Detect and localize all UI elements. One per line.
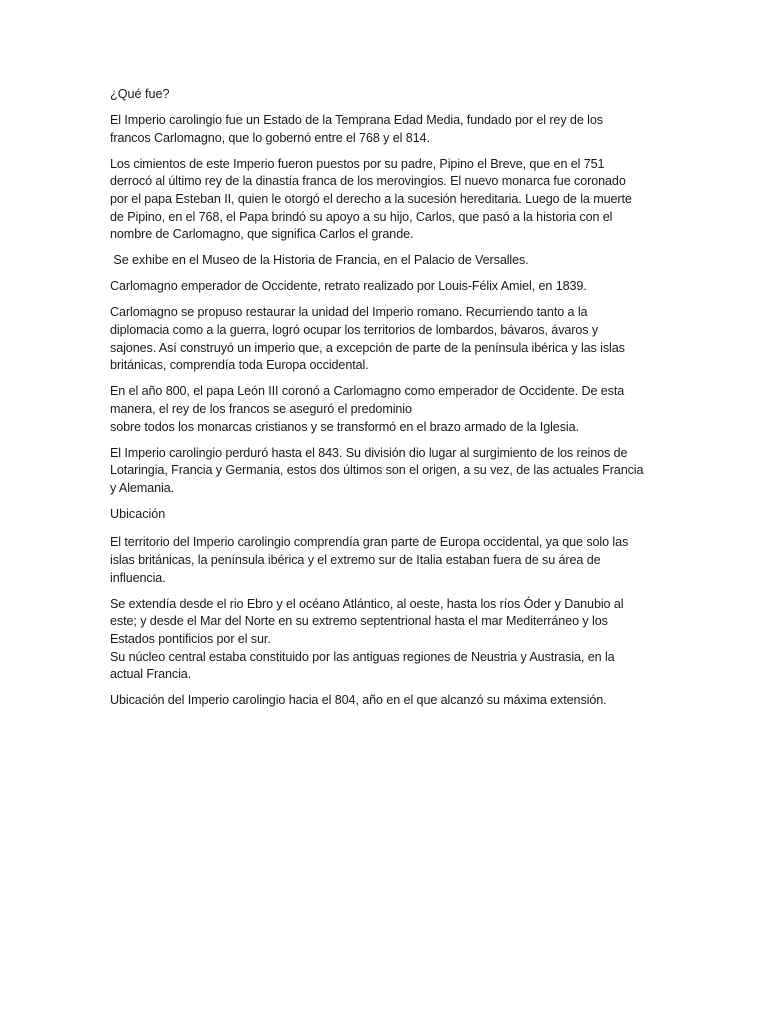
heading-ubicacion: Ubicación bbox=[110, 506, 166, 521]
text-line: derrocó al último rey de la dinastía franca de los merovingios. El nuevo monarca fue coronado bbox=[110, 174, 626, 189]
text-line: diplomacia como a la guerra, logró ocupar los territorios de lombardos, bávaros, ávaros y bbox=[110, 323, 599, 338]
text-line: Estados pontificios por el sur. bbox=[110, 631, 271, 646]
paragraph-extent bbox=[110, 596, 658, 684]
text-line: británicas, comprendía toda Europa occidental. bbox=[110, 358, 369, 373]
text-line: El Imperio carolingio fue un Estado de la Temprana Edad Media, fundado por el rey de los bbox=[110, 113, 603, 128]
text-line: El Imperio carolingio perduró hasta el 843. Su división dio lugar al surgimiento de los reinos de bbox=[110, 445, 628, 460]
heading-que-fue: ¿Qué fue? bbox=[110, 87, 170, 101]
text-line: Se extendía desde el rio Ebro y el océano Atlántico, al oeste, hasta los ríos Óder y Danubio al bbox=[110, 596, 624, 611]
paragraph-map-caption bbox=[110, 692, 658, 710]
text-line: por el papa Esteban II, quien le otorgó el derecho a la sucesión hereditaria. Luego de la muerte bbox=[110, 191, 632, 206]
text-line: El territorio del Imperio carolingio comprendía gran parte de Europa occidental, ya que solo las bbox=[110, 535, 629, 550]
document-page bbox=[110, 86, 658, 718]
text-line: manera, el rey de los francos se aseguró el predominio bbox=[110, 401, 412, 416]
text-line: francos Carlomagno, que lo gobernó entre el 768 y el 814. bbox=[110, 130, 430, 145]
paragraph-restoration bbox=[110, 304, 658, 374]
paragraph-origins bbox=[110, 156, 658, 244]
text-line: sobre todos los monarcas cristianos y se transformó en el brazo armado de la Iglesia. bbox=[110, 419, 579, 434]
text-line: Ubicación del Imperio carolingio hacia el 804, año en el que alcanzó su máxima extensión. bbox=[110, 693, 607, 708]
text-line: influencia. bbox=[110, 570, 166, 585]
text-line: actual Francia. bbox=[110, 667, 192, 682]
text-line: islas británicas, la península ibérica y el extremo sur de Italia estaban fuera de su área de bbox=[110, 553, 601, 568]
text-line: Lotaringia, Francia y Germania, estos dos últimos son el origen, a su vez, de las actuales Francia bbox=[110, 463, 644, 478]
paragraph-museum bbox=[110, 252, 658, 270]
text-line: En el año 800, el papa León III coronó a Carlomagno como emperador de Occidente. De esta bbox=[110, 384, 625, 399]
paragraph-portrait-caption bbox=[110, 278, 658, 296]
text-line: de Pipino, en el 768, el Papa brindó su apoyo a su hijo, Carlos, que pasó a la historia con el bbox=[110, 209, 613, 224]
text-line: y Alemania. bbox=[110, 480, 175, 495]
text-line: Carlomagno se propuso restaurar la unidad del Imperio romano. Recurriendo tanto a la bbox=[110, 305, 588, 320]
text-line: Se exhibe en el Museo de la Historia de Francia, en el Palacio de Versalles. bbox=[110, 253, 529, 268]
text-line: este; y desde el Mar del Norte en su extremo septentrional hasta el mar Mediterráneo y los bbox=[110, 614, 608, 629]
text-line: sajones. Así construyó un imperio que, a excepción de parte de la península ibérica y las islas bbox=[110, 340, 625, 355]
paragraph-territory bbox=[110, 534, 658, 587]
paragraph-definition bbox=[110, 112, 658, 147]
text-line: Los cimientos de este Imperio fueron puestos por su padre, Pipino el Breve, que en el 751 bbox=[110, 156, 605, 171]
text-line: Carlomagno emperador de Occidente, retrato realizado por Louis-Félix Amiel, en 1839. bbox=[110, 279, 587, 294]
text-line: Su núcleo central estaba constituido por las antiguas regiones de Neustria y Austrasia, en la bbox=[110, 649, 615, 664]
paragraph-coronation bbox=[110, 383, 658, 436]
paragraph-division bbox=[110, 445, 658, 498]
text-line: nombre de Carlomagno, que significa Carlos el grande. bbox=[110, 227, 414, 242]
